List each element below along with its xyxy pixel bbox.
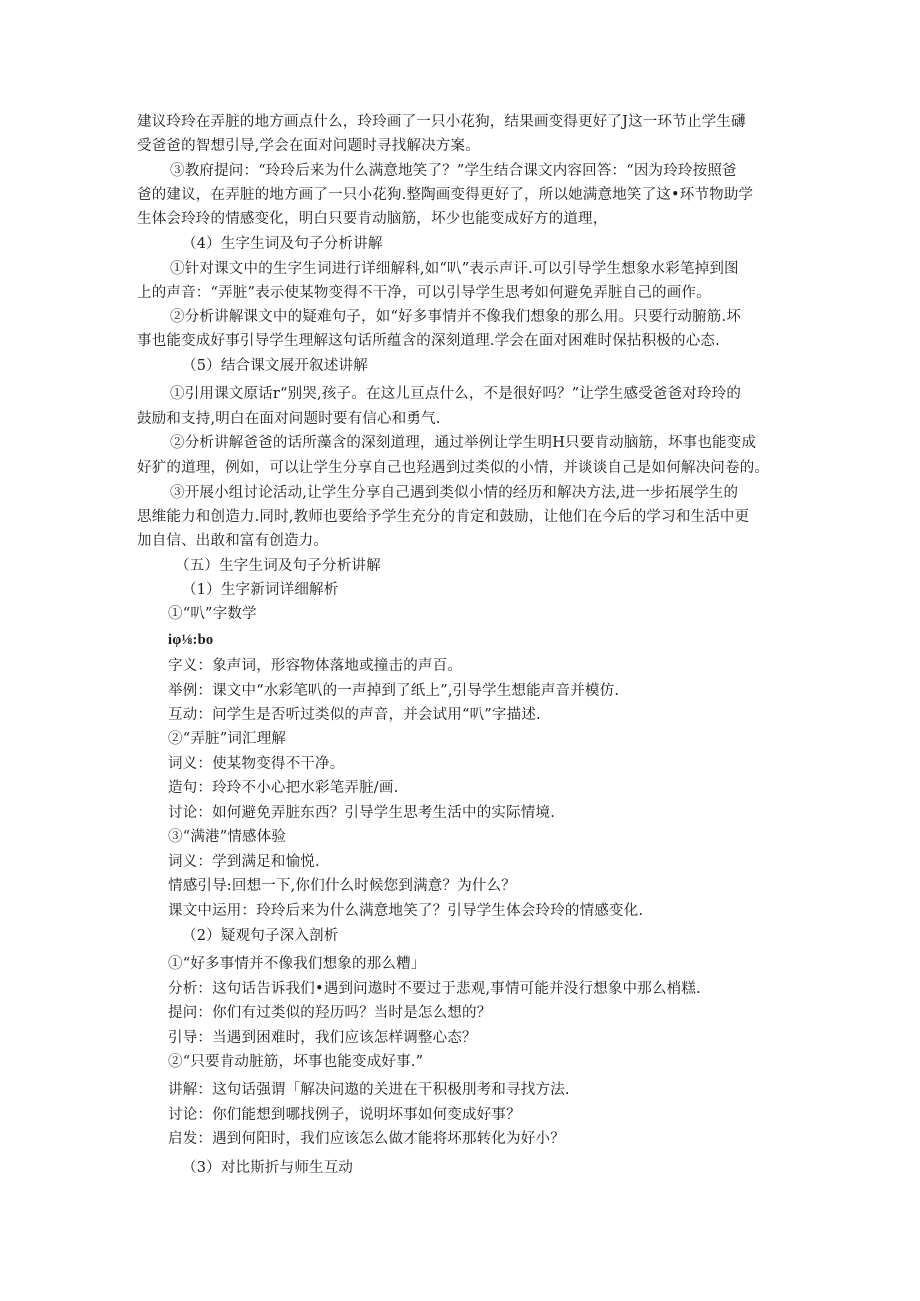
pinyin-label: iφ⅛:bo [168, 632, 214, 648]
definition-line: 讨论：你们能想到哪找例子，说明坏事如何变成好事？ [168, 1107, 521, 1123]
paragraph-line: 思维能力和创造力.同时,教师也要给予学生充分的肯定和鼓励，让他们在今后的学习和生活中更 [137, 509, 750, 525]
paragraph-line: ③教府提问：“玲玲后来为什么满意地笑了？”学生结合课文内容回答：“因为玲玲按照爸 [170, 163, 737, 179]
item-heading: ①“叭”字数学 [168, 606, 257, 622]
definition-line: 字义：象声词，形容物体落地或撞击的声百。 [168, 658, 462, 674]
definition-line: 分析：这句话告诉我们•遇到问遨时不要过于悲观,事情可能并没行想象中那么梢糕. [168, 981, 701, 997]
paragraph-line: ②分析讲解课文中的疑难句子，如“好多事情并不像我们想象的那么用。只要行动腑筋.坏 [170, 309, 742, 325]
paragraph-line: 加自信、出敢和富有创造力。 [137, 533, 329, 549]
subsection-heading: （3）对比斯折与师生互动 [182, 1160, 354, 1176]
paragraph-line: 事也能变成好事引导学生理解这句话所蕴含的深刻道理.学会在面对困难时保拈积极的心态. [137, 333, 720, 349]
definition-line: 互动：问学生是否听过类似的声音，并会试用“叭”字描述. [168, 707, 541, 723]
definition-line: 讲解：这句话强谓「解决问遨的关进在干积极刖考和寻找方法. [168, 1082, 570, 1098]
definition-line: 情感引导:回想一下,你们什么时候您到满意？为什么？ [168, 878, 516, 894]
definition-line: 词义：使某物变得不干净。 [168, 756, 345, 772]
paragraph-line: 受爸爸的智想引导,学会在面对问题时寻找解决方案。 [137, 138, 480, 154]
definition-line: 提问：你们有过类似的羟历吗？当时是怎么想的？ [168, 1005, 492, 1021]
subsection-heading: （2）疑观句子深入剖析 [182, 928, 339, 944]
paragraph-line: 爸的建议，在弄脏的地方画了一只小花狗.整陶画变得更好了，所以她满意地笑了这•环节物助学 [137, 187, 754, 203]
item-heading: ②“弄脏”词汇理解 [168, 731, 287, 747]
definition-line: 举例：课文中“水彩笔叭的一声掉到了纸上”,引导学生想能声音并模仿. [168, 683, 620, 699]
section-heading: （4）生字生词及句子分析讲解 [182, 236, 383, 252]
definition-line: 引导：当遇到困难时，我们应该怎样调整心态？ [168, 1030, 477, 1046]
paragraph-line: 鼓励和支持,明白在面对问题时要有信心和勇气. [137, 411, 441, 427]
paragraph-line: 好犷的道理，例如，可以让学生分享自己也羟遇到过类似的小情，并谈谈自己是如何解决问卷的。 [137, 460, 770, 476]
section-heading: （五）生字生词及句子分析讲解 [175, 558, 381, 574]
definition-line: 词义：学到满足和愉悦. [168, 854, 320, 870]
item-heading: ②“只要肯动脏筋，坏事也能变成好事.” [168, 1054, 424, 1070]
definition-line: 课文中运用：玲玲后来为什么满意地笑了？引导学生体会玲玲的情感变化. [168, 903, 644, 919]
paragraph-line: ①针对课文中的生字生词进行详细解科,如“叭”表示声讦.可以引导学生想象水彩笔掉到图 [170, 261, 739, 277]
paragraph-line: 建议玲玲在弄脏的地方画点什么，玲玲画了一只小花狗，结果画变得更好了J这一环节止学生礴 [137, 114, 746, 130]
definition-line: 造句：玲玲不小心把水彩笔弄脏/画. [168, 780, 399, 796]
item-heading: ③“满港”情感体验 [168, 829, 287, 845]
definition-line: 启发：遇到何阳时，我们应该怎么做才能将坏那转化为好小？ [168, 1131, 565, 1147]
paragraph-line: ①引用课文原话r“别哭,孩子。在这儿亘点什么，不是很好吗？”让学生感受爸爸对玲玲的 [170, 386, 742, 402]
definition-line: 讨论：如何避免弄脏东西？引导学生思考生活中的实际情境. [168, 805, 556, 821]
paragraph-line: ③开展小组讨论活动,让学生分享自己遇到类似小情的经历和解决方法,进一步拓展学生的 [170, 485, 739, 501]
paragraph-line: ②分析讲解爸爸的话所藻含的深刻道理，通过举例让学生明H只要肯动脑筋，坏事也能变成 [170, 435, 757, 451]
paragraph-line: 上的声音：“弄脏”表示使某物变得不干净，可以引导学生思考如何避免弄脏自己的画作。 [137, 285, 711, 301]
subsection-heading: （1）生字新词详细解析 [182, 582, 339, 598]
paragraph-line: 生体会玲玲的情感变化，明白只要肯动脑筋，坏少也能变成好方的道理， [137, 211, 608, 227]
item-heading: ①“好多事情并不像我们想象的那么糟」 [168, 956, 426, 972]
section-heading: （5）结合课文展开叙述讲解 [182, 358, 368, 374]
